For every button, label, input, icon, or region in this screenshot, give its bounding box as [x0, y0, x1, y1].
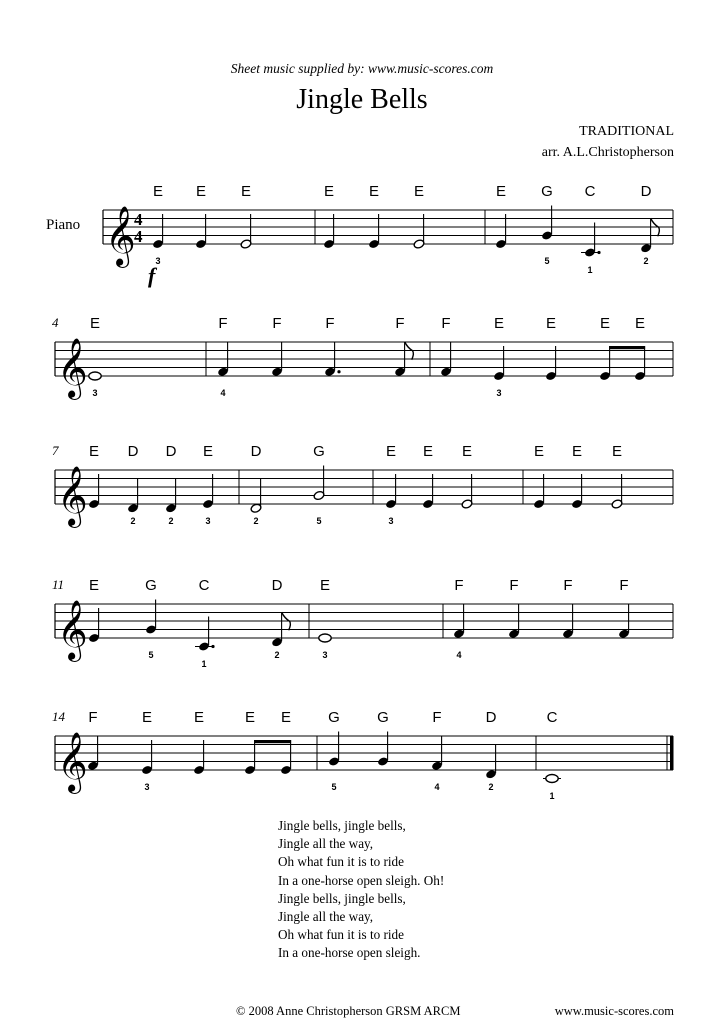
note-name-label: G: [145, 577, 157, 594]
fingering-number: 3: [155, 256, 161, 266]
note-name-label: E: [319, 577, 331, 594]
composer-credit: TRADITIONAL: [579, 124, 674, 139]
fingering-number: 1: [549, 791, 555, 801]
measure-number: 11: [52, 577, 65, 592]
fingering-number: 4: [434, 782, 440, 792]
notehead: [89, 372, 101, 380]
footer-website: www.music-scores.com: [554, 1004, 674, 1018]
eighth-beam: [254, 740, 291, 743]
note-name-label: E: [368, 183, 380, 200]
note-name-label: E: [89, 315, 101, 332]
fingering-number: 3: [92, 388, 98, 398]
note-name-label: F: [619, 577, 629, 594]
final-barline-thick: [670, 736, 674, 770]
note-name-label: F: [218, 315, 228, 332]
fingering-number: 2: [253, 516, 259, 526]
fingering-number: 2: [274, 650, 280, 660]
treble-clef-icon: 𝄞: [105, 206, 136, 266]
note-name-label: E: [611, 443, 623, 460]
note-name-label: C: [198, 577, 210, 594]
note-name-label: E: [195, 183, 207, 200]
note-name-label: G: [377, 709, 389, 726]
note-name-label: D: [250, 443, 262, 460]
fingering-number: 5: [316, 516, 322, 526]
lyric-line: Jingle all the way,: [278, 909, 374, 925]
eighth-beam: [609, 346, 645, 349]
note-name-label: G: [541, 183, 553, 200]
note-name-label: D: [127, 443, 139, 460]
note-name-label: E: [571, 443, 583, 460]
note-name-label: D: [271, 577, 283, 594]
fingering-number: 1: [201, 659, 207, 669]
fingering-number: 3: [388, 516, 394, 526]
measure-number: 14: [52, 709, 65, 724]
note-name-label: D: [485, 709, 497, 726]
note-name-label: C: [584, 183, 596, 200]
treble-clef-icon: 𝄞: [57, 732, 88, 792]
augmentation-dot: [211, 645, 214, 648]
note-name-label: E: [88, 577, 100, 594]
note-name-label: F: [509, 577, 519, 594]
note-name-label: F: [441, 315, 451, 332]
time-signature-top: 4: [134, 210, 143, 229]
instrument-label: Piano: [46, 217, 81, 233]
arranger-credit: arr. A.L.Christopherson: [541, 145, 674, 160]
fingering-number: 4: [220, 388, 226, 398]
score-title: Jingle Bells: [296, 84, 428, 115]
copyright-notice: © 2008 Anne Christopherson GRSM ARCM: [236, 1004, 461, 1018]
fingering-number: 3: [496, 388, 502, 398]
lyric-line: Jingle bells, jingle bells,: [278, 818, 406, 833]
note-name-label: E: [323, 183, 335, 200]
time-signature-bottom: 4: [134, 227, 143, 246]
treble-clef-icon: 𝄞: [57, 466, 88, 526]
note-name-label: D: [640, 183, 652, 200]
lyrics-block: [278, 817, 444, 963]
fingering-number: 3: [205, 516, 211, 526]
note-name-label: E: [461, 443, 473, 460]
supplied-by-text: Sheet music supplied by: www.music-scores.com: [230, 61, 494, 76]
note-name-label: E: [422, 443, 434, 460]
lyric-line: Jingle bells, jingle bells,: [278, 890, 406, 906]
treble-clef-icon: 𝄞: [57, 600, 88, 660]
note-name-label: E: [533, 443, 545, 460]
note-name-label: F: [325, 315, 335, 332]
fingering-number: 2: [643, 256, 649, 266]
notehead: [546, 775, 558, 783]
note-name-label: E: [413, 183, 425, 200]
note-name-label: F: [432, 709, 442, 726]
fingering-number: 2: [168, 516, 174, 526]
note-name-label: E: [280, 709, 292, 726]
augmentation-dot: [597, 251, 600, 254]
note-name-label: G: [313, 443, 325, 460]
lyric-line: Oh what fun it is to ride: [278, 854, 404, 870]
note-name-label: C: [546, 709, 558, 726]
measure-number: 7: [52, 443, 59, 458]
note-name-label: E: [88, 443, 100, 460]
note-name-label: E: [240, 183, 252, 200]
note-name-label: G: [328, 709, 340, 726]
note-name-label: E: [244, 709, 256, 726]
fingering-number: 5: [544, 256, 550, 266]
lyric-line: In a one-horse open sleigh. Oh!: [278, 872, 445, 888]
augmentation-dot: [337, 370, 340, 373]
note-name-label: E: [385, 443, 397, 460]
notehead: [319, 634, 331, 642]
lyric-line: In a one-horse open sleigh.: [278, 945, 421, 961]
note-name-label: F: [88, 709, 98, 726]
note-name-label: F: [395, 315, 405, 332]
note-name-label: E: [634, 315, 646, 332]
lyric-line: Oh what fun it is to ride: [278, 927, 404, 943]
measure-number: 4: [52, 315, 59, 330]
lyric-line: Jingle all the way,: [278, 836, 374, 852]
fingering-number: 4: [456, 650, 462, 660]
note-name-label: E: [193, 709, 205, 726]
note-name-label: E: [599, 315, 611, 332]
fingering-number: 2: [130, 516, 136, 526]
fingering-number: 5: [331, 782, 337, 792]
fingering-number: 5: [148, 650, 154, 660]
note-name-label: F: [272, 315, 282, 332]
note-name-label: E: [141, 709, 153, 726]
fingering-number: 2: [488, 782, 494, 792]
note-name-label: E: [493, 315, 505, 332]
note-name-label: E: [202, 443, 214, 460]
fingering-number: 3: [144, 782, 150, 792]
fingering-number: 3: [322, 650, 328, 660]
note-name-label: E: [495, 183, 507, 200]
note-name-label: D: [165, 443, 177, 460]
fingering-number: 1: [587, 265, 593, 275]
note-name-label: F: [454, 577, 464, 594]
treble-clef-icon: 𝄞: [57, 338, 88, 398]
note-name-label: E: [152, 183, 164, 200]
dynamic-marking: f: [148, 263, 156, 288]
note-name-label: F: [563, 577, 573, 594]
note-name-label: E: [545, 315, 557, 332]
